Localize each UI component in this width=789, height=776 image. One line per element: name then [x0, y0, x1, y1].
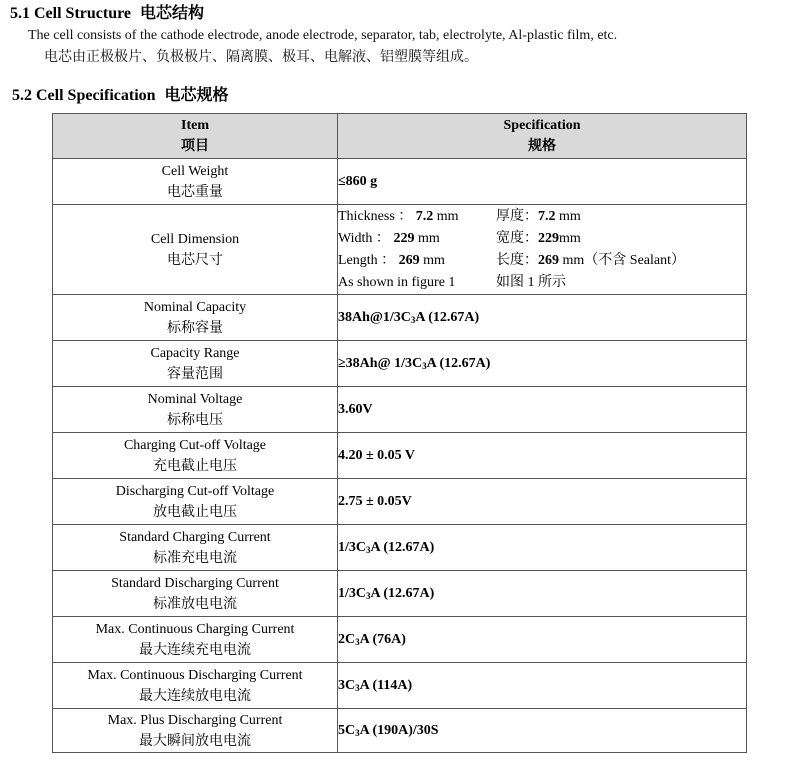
spec-cell [338, 205, 747, 295]
spec-cell [338, 159, 747, 205]
cell-structure-text-en: The cell consists of the cathode electrode, anode electrode, separator, tab, electrolyte, Al-plastic film, etc. [28, 28, 618, 43]
item-label-en: Discharging Cut-off Voltage [115, 483, 275, 499]
dimension-label-cn: 长度： [496, 252, 538, 268]
header-item-en: Item [181, 118, 209, 133]
item-label-cn: 标称电压 [167, 412, 223, 428]
dimension-value-cn: 7.2 [538, 208, 556, 224]
spec-value: 2C [338, 631, 356, 647]
item-cell [53, 479, 338, 525]
row-max-plus-discharging-current [53, 709, 747, 753]
spec-suffix: A (190A)/30S [359, 722, 439, 738]
item-label-en: Nominal Capacity [143, 299, 247, 315]
item-cell [53, 617, 338, 663]
spec-cell [338, 341, 747, 387]
spec-value: 3.60V [338, 401, 373, 417]
item-cell [53, 433, 338, 479]
item-label-en: Standard Charging Current [119, 529, 271, 545]
row-nominal-voltage [53, 387, 747, 433]
dimension-unit-cn: mm（不含 Sealant） [559, 252, 685, 268]
table-header-row [53, 114, 747, 159]
dimension-length [338, 250, 746, 272]
spec-cell [338, 387, 747, 433]
dimension-value: 269 [398, 252, 420, 268]
spec-table [52, 113, 747, 753]
spec-subscript: 3 [355, 682, 360, 693]
dimension-unit: mm [423, 252, 445, 268]
spec-value: 5C [338, 722, 356, 738]
spec-value: 1/3C [338, 539, 366, 555]
dimension-cn [496, 253, 685, 268]
item-label-cn: 充电截止电压 [153, 458, 237, 474]
dimension-value-cn: 269 [538, 252, 559, 268]
dimension-label: Thickness ： [338, 208, 413, 224]
section-heading-cell-structure [10, 4, 204, 24]
spec-value: ≥38Ah@ 1/3C [338, 355, 423, 371]
cell-structure-text-cn: 电芯由正极极片、负极极片、隔离膜、极耳、电解液、铝塑膜等组成。 [44, 50, 478, 65]
dimension-label-cn: 如图 1 所示 [496, 274, 566, 290]
item-label-cn: 电芯重量 [167, 184, 223, 200]
dimension-cn [496, 231, 581, 246]
spec-cell [338, 433, 747, 479]
item-label-cn: 容量范围 [167, 366, 223, 382]
spec-value: 2.75 ± 0.05V [338, 493, 412, 509]
header-spec-en: Specification [503, 118, 581, 133]
spec-subscript: 3 [422, 360, 427, 371]
dimension-label: Width ： [338, 230, 390, 246]
dimension-unit: mm [417, 230, 440, 246]
spec-value: 1/3C [338, 585, 366, 601]
spec-value: ≤860 g [338, 173, 378, 189]
item-label-en: Max. Continuous Charging Current [95, 621, 295, 637]
dimension-value: 7.2 [415, 208, 434, 224]
dimension-en [338, 250, 496, 272]
spec-subscript: 3 [366, 590, 371, 601]
spec-subscript: 3 [355, 727, 360, 738]
item-cell [53, 341, 338, 387]
spec-cell [338, 479, 747, 525]
header-item [53, 114, 338, 159]
row-standard-discharging-current [53, 571, 747, 617]
dimension-en [338, 206, 496, 228]
item-label-cn: 最大连续放电电流 [139, 688, 251, 704]
item-label-cn: 标准放电电流 [153, 596, 237, 612]
item-cell [53, 159, 338, 205]
row-standard-charging-current [53, 525, 747, 571]
dimension-value: 229 [393, 230, 415, 246]
item-label-cn: 标称容量 [167, 320, 223, 336]
dimension-en [338, 228, 496, 250]
spec-cell [338, 295, 747, 341]
item-label-en: Max. Plus Discharging Current [107, 712, 283, 728]
spec-suffix: A (12.67A) [370, 585, 435, 601]
item-label-cn: 放电截止电压 [153, 504, 237, 520]
item-cell [53, 205, 338, 295]
item-cell [53, 571, 338, 617]
item-label-cn: 电芯尺寸 [167, 252, 223, 268]
spec-cell [338, 663, 747, 709]
row-cell-dimension [53, 205, 747, 295]
dimension-unit: mm [436, 208, 459, 224]
item-label-en: Charging Cut-off Voltage [123, 437, 267, 453]
header-item-cn: 项目 [181, 139, 209, 154]
item-cell [53, 295, 338, 341]
heading-text-en: 5.2 Cell Specification [12, 87, 156, 104]
dimension-cn [496, 209, 581, 224]
item-cell [53, 663, 338, 709]
spec-subscript: 3 [410, 314, 416, 325]
dimension-label: Length ： [338, 252, 396, 268]
spec-cell [338, 571, 747, 617]
dimension-value-cn: 229 [538, 230, 559, 246]
spec-subscript: 3 [355, 636, 360, 647]
header-specification [338, 114, 747, 159]
item-label-en: Max. Continuous Discharging Current [87, 667, 303, 683]
dimension-unit-cn: mm [555, 208, 581, 224]
row-charging-cutoff-voltage [53, 433, 747, 479]
spec-value: 38Ah@1/3C [338, 309, 411, 325]
item-cell [53, 709, 338, 753]
row-cell-weight [53, 159, 747, 205]
item-label-cn: 最大连续充电电流 [139, 642, 251, 658]
item-cell [53, 387, 338, 433]
dimension-label: As shown in figure 1 [338, 274, 456, 290]
header-spec-cn: 规格 [528, 139, 556, 154]
spec-suffix: A (12.67A) [415, 309, 480, 325]
row-max-continuous-discharging-current [53, 663, 747, 709]
dimension-unit-cn: mm [559, 230, 581, 246]
item-cell [53, 525, 338, 571]
item-label-cn: 标准充电电流 [153, 550, 237, 566]
item-label-en: Capacity Range [150, 345, 240, 361]
item-label-en: Cell Weight [161, 163, 229, 179]
heading-text-cn: 电芯结构 [140, 5, 205, 22]
heading-text-en: 5.1 Cell Structure [10, 5, 132, 22]
dimension-label-cn: 宽度： [496, 230, 538, 246]
section-heading-cell-specification [12, 86, 229, 106]
item-label-en: Nominal Voltage [147, 391, 243, 407]
spec-cell [338, 709, 747, 753]
heading-text-cn: 电芯规格 [164, 87, 229, 104]
dimension-label-cn: 厚度： [496, 208, 538, 224]
spec-suffix: A (12.67A) [370, 539, 435, 555]
spec-cell [338, 617, 747, 663]
dimension-thickness [338, 206, 746, 228]
item-label-cn: 最大瞬间放电电流 [139, 733, 251, 749]
dimension-figure-reference [338, 272, 746, 294]
row-capacity-range [53, 341, 747, 387]
spec-cell [338, 525, 747, 571]
spec-subscript: 3 [366, 544, 371, 555]
row-nominal-capacity [53, 295, 747, 341]
spec-suffix: A (76A) [359, 631, 406, 647]
spec-suffix: A (12.67A) [426, 355, 491, 371]
spec-value: 4.20 ± 0.05 V [338, 447, 416, 463]
item-label-en: Standard Discharging Current [111, 575, 279, 591]
item-label-en: Cell Dimension [150, 231, 240, 247]
spec-suffix: A (114A) [359, 677, 413, 693]
row-max-continuous-charging-current [53, 617, 747, 663]
row-discharging-cutoff-voltage [53, 479, 747, 525]
spec-value: 3C [338, 677, 356, 693]
dimension-width [338, 228, 746, 250]
